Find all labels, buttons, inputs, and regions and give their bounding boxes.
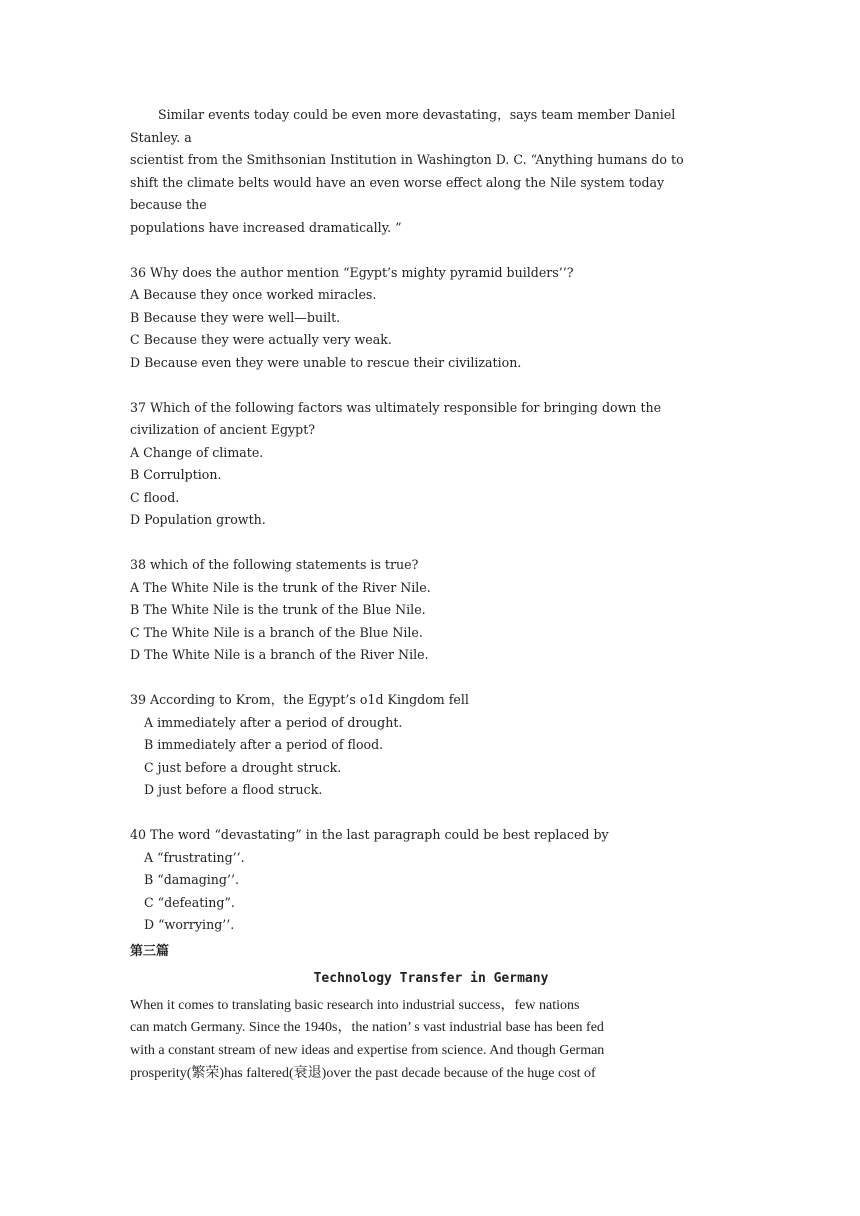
option-c: C just before a drought struck. bbox=[144, 759, 342, 775]
question-36 bbox=[130, 262, 732, 375]
section-heading: 第三篇 bbox=[130, 943, 170, 959]
passage-line: shift the climate belts would have an even worse effect along the Nile system today bbox=[130, 174, 665, 190]
section-title: Technology Transfer in Germany bbox=[313, 970, 549, 986]
option-b: B The White Nile is the trunk of the Blue Nile. bbox=[130, 602, 426, 617]
question-stem: 38 which of the following statements is true? bbox=[130, 557, 419, 572]
passage-line: because the bbox=[130, 197, 207, 212]
spacer bbox=[130, 667, 732, 690]
paragraph-line: prosperity(繁荣)has faltered(衰退)over the past decade because of the huge cost of bbox=[130, 1065, 596, 1081]
spacer bbox=[130, 239, 732, 262]
option-b: B “damaging’’. bbox=[144, 872, 239, 887]
question-stem: 40 The word “devastating” in the last paragraph could be best replaced by bbox=[130, 827, 609, 842]
passage-end bbox=[130, 104, 732, 239]
question-39 bbox=[130, 689, 732, 802]
paragraph-line: When it comes to translating basic research into industrial success，few nations bbox=[130, 997, 580, 1013]
spacer bbox=[130, 374, 732, 397]
passage-line: Similar events today could be even more devastating，says team member Daniel bbox=[158, 107, 676, 122]
option-a: A Change of climate. bbox=[130, 444, 264, 460]
passage-line: Stanley. a bbox=[130, 129, 192, 145]
option-a: A Because they once worked miracles. bbox=[130, 287, 377, 302]
question-stem: 37 Which of the following factors was ultimately responsible for bringing down the bbox=[130, 399, 662, 415]
option-a: A “frustrating’’. bbox=[144, 849, 245, 865]
document-page bbox=[130, 104, 732, 1086]
option-a: A immediately after a period of drought. bbox=[144, 714, 403, 730]
option-c: C flood. bbox=[130, 489, 180, 505]
question-stem: civilization of ancient Egypt? bbox=[130, 422, 316, 437]
question-38 bbox=[130, 554, 732, 667]
option-d: D Because even they were unable to rescue their civilization. bbox=[130, 354, 522, 370]
option-a: A The White Nile is the trunk of the River Nile. bbox=[130, 579, 431, 595]
option-d: D just before a flood struck. bbox=[144, 782, 323, 797]
question-40 bbox=[130, 824, 732, 937]
question-37 bbox=[130, 397, 732, 532]
question-stem: 39 According to Krom，the Egypt’s o1d Kingdom fell bbox=[130, 692, 469, 707]
passage-line: populations have increased dramatically. ” bbox=[130, 219, 402, 235]
option-c: C The White Nile is a branch of the Blue Nile. bbox=[130, 624, 423, 640]
passage-line: scientist from the Smithsonian Institution in Washington D. C. “Anything humans do to bbox=[130, 152, 684, 167]
option-b: B Corrulption. bbox=[130, 467, 222, 482]
option-b: B immediately after a period of flood. bbox=[144, 737, 384, 752]
paragraph-line: can match Germany. Since the 1940s，the nation’ s vast industrial base has been fed bbox=[130, 1020, 604, 1036]
spacer bbox=[130, 802, 732, 825]
option-c: C Because they were actually very weak. bbox=[130, 332, 392, 347]
section-paragraph bbox=[130, 995, 732, 1086]
option-c: C “defeating”. bbox=[144, 894, 235, 910]
option-d: D “worrying’’. bbox=[144, 917, 235, 932]
question-stem: 36 Why does the author mention “Egypt’s mighty pyramid builders’’? bbox=[130, 264, 574, 280]
option-b: B Because they were well—built. bbox=[130, 309, 341, 325]
spacer bbox=[130, 532, 732, 555]
paragraph-line: with a constant stream of new ideas and expertise from science. And though German bbox=[130, 1043, 605, 1059]
option-d: D The White Nile is a branch of the River Nile. bbox=[130, 647, 429, 662]
option-d: D Population growth. bbox=[130, 512, 266, 527]
